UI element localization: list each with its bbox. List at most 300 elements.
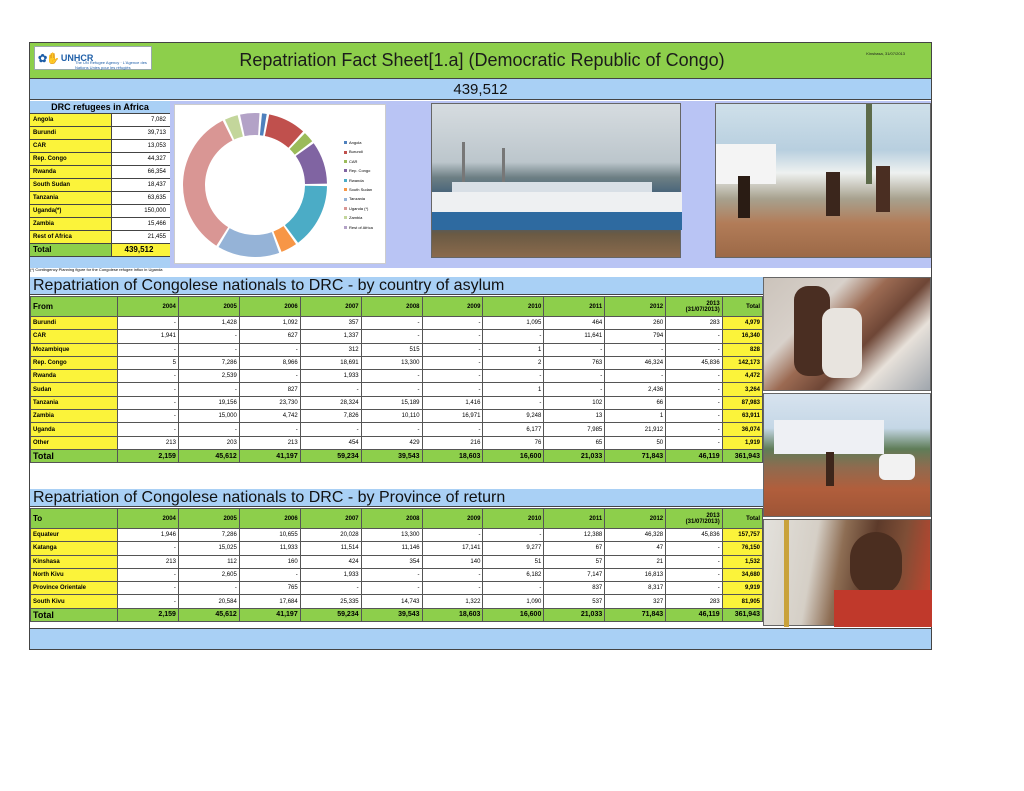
table-cell: - [118, 542, 179, 555]
table-cell: 4,742 [239, 410, 300, 423]
legend-item [344, 147, 373, 156]
table-cell: 11,933 [239, 542, 300, 555]
table-cell: - [483, 582, 544, 595]
country-name: Rwanda [30, 166, 112, 178]
table-cell: 10,655 [239, 529, 300, 542]
country-name: Angola [30, 114, 112, 126]
row-total: 16,340 [722, 330, 762, 343]
table-cell: 16,813 [605, 568, 666, 581]
table-cell: 2 [483, 356, 544, 369]
table-cell: - [239, 568, 300, 581]
table-cell: 46,324 [605, 356, 666, 369]
table-cell: - [118, 582, 179, 595]
table-cell: 11,641 [544, 330, 605, 343]
table-cell: - [118, 370, 179, 383]
total-cell: 71,843 [605, 449, 666, 462]
total-cell: 18,603 [422, 449, 483, 462]
asylum-section-title: Repatriation of Congolese nationals to DRC - by country of asylum [30, 277, 763, 295]
row-total: 157,757 [722, 529, 762, 542]
row-label: CAR [31, 330, 118, 343]
total-cell: 46,119 [666, 608, 723, 621]
country-name: Zambia [30, 218, 112, 230]
table-cell: 20,584 [178, 595, 239, 608]
table-cell: - [300, 582, 361, 595]
table-cell: 45,836 [666, 356, 723, 369]
table-cell: - [361, 423, 422, 436]
country-value: 150,000 [112, 205, 170, 217]
province-table [30, 508, 763, 622]
row-total: 76,150 [722, 542, 762, 555]
table-cell: - [422, 529, 483, 542]
table-cell: - [483, 370, 544, 383]
table-cell: - [483, 529, 544, 542]
table-cell: 5 [118, 356, 179, 369]
asylum-table [30, 296, 763, 463]
legend-label: CAR [349, 158, 358, 164]
table-cell: 1,095 [483, 317, 544, 330]
year-header: 2007 [300, 509, 361, 529]
country-value: 15,466 [112, 218, 170, 230]
row-label: Mozambique [31, 343, 118, 356]
total-cell: 41,197 [239, 449, 300, 462]
year-header: 2008 [361, 509, 422, 529]
header-row [31, 509, 763, 529]
table-cell: 203 [178, 436, 239, 449]
table-cell: 15,000 [178, 410, 239, 423]
legend-item [344, 138, 373, 147]
legend-swatch [344, 141, 347, 144]
country-value: 21,455 [112, 231, 170, 243]
grand-total-bar: 439,512 [30, 79, 931, 100]
total-cell: 46,119 [666, 449, 723, 462]
total-cell: 2,159 [118, 608, 179, 621]
legend-item [344, 223, 373, 232]
table-cell: - [666, 555, 723, 568]
table-cell: 1,092 [239, 317, 300, 330]
legend-label: Angola [349, 140, 362, 145]
table-cell: - [666, 330, 723, 343]
total-cell: 45,612 [178, 449, 239, 462]
table-row [31, 529, 763, 542]
row-total: 142,173 [722, 356, 762, 369]
table-cell: - [544, 343, 605, 356]
africa-row [30, 192, 170, 205]
row-total: 4,472 [722, 370, 762, 383]
table-cell: 327 [605, 595, 666, 608]
table-cell: - [666, 582, 723, 595]
table-cell: - [666, 568, 723, 581]
africa-row [30, 231, 170, 244]
legend-swatch [344, 160, 347, 163]
table-cell: - [178, 383, 239, 396]
country-value: 44,327 [112, 153, 170, 165]
legend-item [344, 157, 373, 166]
table-cell: 14,743 [361, 595, 422, 608]
table-cell: 260 [605, 317, 666, 330]
table-cell: 7,985 [544, 423, 605, 436]
table-row [31, 568, 763, 581]
table-cell: - [239, 343, 300, 356]
table-cell: - [118, 396, 179, 409]
table-cell: 140 [422, 555, 483, 568]
year-header-2013 [666, 297, 723, 317]
table-cell: 213 [239, 436, 300, 449]
table-cell: 6,182 [483, 568, 544, 581]
table-row [31, 396, 763, 409]
table-cell: 51 [483, 555, 544, 568]
legend-swatch [344, 151, 347, 154]
table-cell: - [118, 595, 179, 608]
year-header: 2004 [118, 297, 179, 317]
legend-swatch [344, 179, 347, 182]
table-cell: 8,966 [239, 356, 300, 369]
table-cell: 283 [666, 595, 723, 608]
table-cell: - [666, 343, 723, 356]
table-cell: - [239, 370, 300, 383]
country-name: CAR [30, 140, 112, 152]
table-cell: - [666, 542, 723, 555]
table-cell: 1 [605, 410, 666, 423]
country-name: Tanzania [30, 192, 112, 204]
table-cell: 216 [422, 436, 483, 449]
row-total: 1,919 [722, 436, 762, 449]
table-cell: 46,328 [605, 529, 666, 542]
year-header: 2012 [605, 509, 666, 529]
legend-swatch [344, 188, 347, 191]
table-cell: 837 [544, 582, 605, 595]
table-cell: - [361, 370, 422, 383]
table-row [31, 330, 763, 343]
legend-swatch [344, 216, 347, 219]
total-cell: 45,612 [178, 608, 239, 621]
year-header: 2006 [239, 509, 300, 529]
africa-table-title: DRC refugees in Africa [30, 101, 170, 114]
table-cell: 357 [300, 317, 361, 330]
table-cell: 537 [544, 595, 605, 608]
country-value: 7,082 [112, 114, 170, 126]
table-cell: 11,146 [361, 542, 422, 555]
table-cell: - [422, 356, 483, 369]
table-cell: - [361, 383, 422, 396]
table-cell: 1,933 [300, 370, 361, 383]
total-cell: 71,843 [605, 608, 666, 621]
table-cell: - [544, 383, 605, 396]
row-total: 63,911 [722, 410, 762, 423]
table-cell: 794 [605, 330, 666, 343]
table-cell: - [666, 410, 723, 423]
table-row [31, 423, 763, 436]
year-header: 2005 [178, 509, 239, 529]
donut-slice-rwanda [285, 186, 327, 243]
grand-total-cell: 361,943 [722, 449, 762, 462]
contingency-note: (*) Contingency Planning figure for the Congolese refugee influx in Uganda [30, 267, 163, 272]
row-label: Equateur [31, 529, 118, 542]
total-cell: 18,603 [422, 608, 483, 621]
year-header: 2011 [544, 297, 605, 317]
africa-row [30, 166, 170, 179]
table-cell: - [483, 396, 544, 409]
table-cell: - [178, 343, 239, 356]
table-cell: - [178, 582, 239, 595]
table-cell: 67 [544, 542, 605, 555]
country-name: Burundi [30, 127, 112, 139]
table-cell: 18,691 [300, 356, 361, 369]
donut-slice-rest-of-africa [240, 113, 259, 136]
table-cell: 20,028 [300, 529, 361, 542]
africa-total-row [30, 244, 170, 257]
table-cell: - [666, 383, 723, 396]
row-label: North Kivu [31, 568, 118, 581]
table-cell: - [118, 568, 179, 581]
table-cell: 15,189 [361, 396, 422, 409]
table-cell: 16,971 [422, 410, 483, 423]
table-cell: - [666, 370, 723, 383]
report-date: Kinshasa, 31/07/2013 [866, 51, 905, 56]
header-bar [30, 43, 931, 79]
table-cell: - [422, 568, 483, 581]
table-cell: 1,322 [422, 595, 483, 608]
legend-label: Burundi [349, 149, 363, 155]
table-cell: - [544, 370, 605, 383]
legend-item [344, 204, 373, 213]
table-cell: 21,912 [605, 423, 666, 436]
row-label: Rep. Congo [31, 356, 118, 369]
legend-swatch [344, 198, 347, 201]
africa-row [30, 127, 170, 140]
legend-label: Rwanda [349, 177, 364, 183]
table-cell: - [118, 383, 179, 396]
table-row [31, 317, 763, 330]
table-cell: 312 [300, 343, 361, 356]
total-header: Total [722, 297, 762, 317]
table-cell: 464 [544, 317, 605, 330]
row-header-label: To [31, 509, 118, 529]
photo-mother-child [763, 277, 931, 391]
table-cell: 6,177 [483, 423, 544, 436]
table-cell: 13 [544, 410, 605, 423]
table-cell: 1,946 [118, 529, 179, 542]
row-label: Uganda [31, 423, 118, 436]
year-label: 2013 [706, 300, 720, 307]
row-label: Province Orientale [31, 582, 118, 595]
africa-row [30, 218, 170, 231]
row-total: 4,979 [722, 317, 762, 330]
table-cell: 429 [361, 436, 422, 449]
table-cell: - [361, 317, 422, 330]
chart-legend [344, 138, 373, 232]
logo-text: UNHCR [60, 53, 94, 63]
table-cell: 1 [483, 383, 544, 396]
table-row [31, 582, 763, 595]
total-cell: 21,033 [544, 608, 605, 621]
table-cell: 17,684 [239, 595, 300, 608]
legend-item [344, 166, 373, 175]
table-cell: 213 [118, 436, 179, 449]
table-cell: - [483, 330, 544, 343]
total-cell: 41,197 [239, 608, 300, 621]
table-cell: 763 [544, 356, 605, 369]
totals-label: Total [31, 449, 118, 462]
donut-slice-uganda [183, 121, 233, 246]
year-header: 2007 [300, 297, 361, 317]
table-cell: 76 [483, 436, 544, 449]
table-cell: - [666, 423, 723, 436]
total-cell: 16,600 [483, 449, 544, 462]
table-cell: 283 [666, 317, 723, 330]
table-cell: 23,730 [239, 396, 300, 409]
row-total: 36,074 [722, 423, 762, 436]
table-cell: 13,300 [361, 356, 422, 369]
table-cell: 57 [544, 555, 605, 568]
row-label: Kinshasa [31, 555, 118, 568]
legend-swatch [344, 169, 347, 172]
row-total: 3,264 [722, 383, 762, 396]
donut-chart [175, 105, 335, 263]
row-label: Zambia [31, 410, 118, 423]
year-note: (31/07/2013) [685, 518, 720, 525]
africa-total-label: Total [30, 244, 112, 256]
total-cell: 59,234 [300, 608, 361, 621]
table-row [31, 383, 763, 396]
legend-label: Rest of Africa [349, 224, 373, 230]
table-cell: 28,324 [300, 396, 361, 409]
country-value: 63,635 [112, 192, 170, 204]
table-cell: 66 [605, 396, 666, 409]
table-cell: 19,156 [178, 396, 239, 409]
table-cell: - [422, 383, 483, 396]
donut-chart-panel [174, 104, 386, 264]
table-cell: - [422, 343, 483, 356]
table-cell: - [605, 370, 666, 383]
table-row [31, 370, 763, 383]
table-cell: 25,335 [300, 595, 361, 608]
africa-row [30, 205, 170, 218]
spacer [30, 468, 763, 487]
row-header-label: From [31, 297, 118, 317]
table-cell: 102 [544, 396, 605, 409]
table-cell: 765 [239, 582, 300, 595]
table-cell: - [178, 330, 239, 343]
table-cell: 50 [605, 436, 666, 449]
table-cell: - [666, 396, 723, 409]
totals-row [31, 608, 763, 621]
country-name: South Sudan [30, 179, 112, 191]
row-total: 34,680 [722, 568, 762, 581]
country-value: 18,437 [112, 179, 170, 191]
row-total: 1,532 [722, 555, 762, 568]
total-cell: 39,543 [361, 608, 422, 621]
row-total: 828 [722, 343, 762, 356]
row-label: Burundi [31, 317, 118, 330]
table-cell: 65 [544, 436, 605, 449]
table-cell: 1,933 [300, 568, 361, 581]
table-cell: 2,539 [178, 370, 239, 383]
table-cell: 47 [605, 542, 666, 555]
table-cell: 454 [300, 436, 361, 449]
totals-row [31, 449, 763, 462]
table-cell: - [361, 582, 422, 595]
table-cell: 21 [605, 555, 666, 568]
unhcr-logo [34, 46, 152, 70]
table-cell: 7,286 [178, 529, 239, 542]
year-label: 2013 [706, 512, 720, 519]
table-cell: 424 [300, 555, 361, 568]
table-cell: 1,428 [178, 317, 239, 330]
table-cell: 11,514 [300, 542, 361, 555]
table-cell: 627 [239, 330, 300, 343]
grand-total-cell: 361,943 [722, 608, 762, 621]
table-row [31, 542, 763, 555]
table-cell: - [422, 370, 483, 383]
total-header: Total [722, 509, 762, 529]
country-value: 13,053 [112, 140, 170, 152]
legend-swatch [344, 207, 347, 210]
year-header: 2012 [605, 297, 666, 317]
legend-item [344, 185, 373, 194]
table-cell: 1,090 [483, 595, 544, 608]
year-header: 2005 [178, 297, 239, 317]
legend-item [344, 176, 373, 185]
table-cell: - [422, 582, 483, 595]
country-name: Rep. Congo [30, 153, 112, 165]
legend-label: Rep. Congo [349, 168, 371, 174]
table-cell: - [300, 383, 361, 396]
year-note: (31/07/2013) [685, 306, 720, 313]
table-cell: 354 [361, 555, 422, 568]
table-cell: 15,025 [178, 542, 239, 555]
africa-row [30, 153, 170, 166]
table-cell: 213 [118, 555, 179, 568]
table-row [31, 410, 763, 423]
table-cell: 10,110 [361, 410, 422, 423]
table-cell: 8,317 [605, 582, 666, 595]
total-cell: 39,543 [361, 449, 422, 462]
table-row [31, 595, 763, 608]
row-label: Rwanda [31, 370, 118, 383]
table-cell: - [118, 423, 179, 436]
row-total: 9,919 [722, 582, 762, 595]
table-cell: - [422, 423, 483, 436]
table-cell: - [666, 436, 723, 449]
row-label: Tanzania [31, 396, 118, 409]
table-cell: 45,836 [666, 529, 723, 542]
table-cell: 12,388 [544, 529, 605, 542]
legend-item [344, 213, 373, 222]
row-label: South Kivu [31, 595, 118, 608]
year-header: 2004 [118, 509, 179, 529]
africa-row [30, 140, 170, 153]
year-header: 2009 [422, 509, 483, 529]
africa-row [30, 114, 170, 127]
logo-tagline: The UN Refugee Agency · L'Agence des Nations Unies pour les réfugiés [75, 60, 147, 70]
donut-slice-tanzania [218, 228, 279, 257]
country-value: 66,354 [112, 166, 170, 178]
table-cell: - [118, 410, 179, 423]
page-title: Repatriation Fact Sheet[1.a] (Democratic Republic of Congo) [239, 50, 725, 70]
legend-label: South Sudan [349, 187, 373, 193]
table-cell: 9,277 [483, 542, 544, 555]
table-cell: 112 [178, 555, 239, 568]
africa-total-value: 439,512 [112, 244, 170, 256]
legend-label: Tanzania [349, 196, 366, 202]
table-cell: - [300, 423, 361, 436]
table-cell: 7,286 [178, 356, 239, 369]
table-cell: - [361, 568, 422, 581]
row-label: Sudan [31, 383, 118, 396]
year-header: 2008 [361, 297, 422, 317]
year-header: 2006 [239, 297, 300, 317]
legend-item [344, 194, 373, 203]
